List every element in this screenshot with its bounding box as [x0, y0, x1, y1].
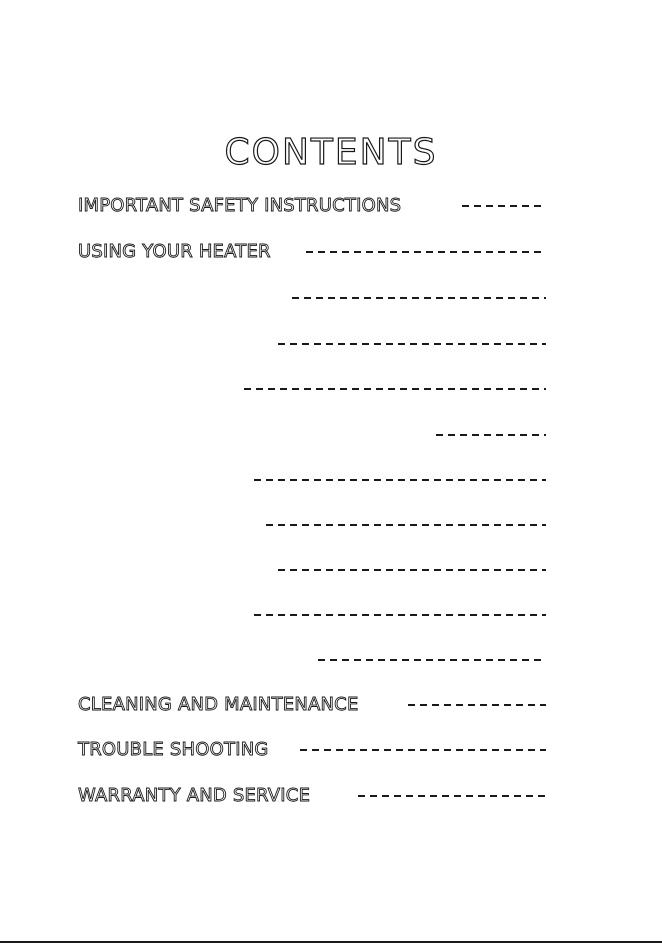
toc-entry-troubleshooting: [78, 738, 546, 762]
toc-entry-using-heater: [78, 240, 546, 264]
toc-entry-blank: [78, 377, 546, 401]
toc-entry-label: TROUBLE SHOOTING: [78, 739, 269, 760]
footer-rule: [0, 941, 662, 943]
toc-leader-dots: [408, 704, 546, 706]
toc-entry-blank: [78, 648, 546, 672]
toc-leader-dots: [278, 343, 546, 345]
toc-entry-cleaning: [78, 693, 546, 717]
toc-entry-label: CLEANING AND MAINTENANCE: [78, 694, 359, 715]
toc-entry-warranty: [78, 784, 546, 808]
toc-entry-blank: [78, 286, 546, 310]
toc-leader-dots: [436, 434, 546, 436]
toc-entry-blank: [78, 603, 546, 627]
toc-entry-label: IMPORTANT SAFETY INSTRUCTIONS: [78, 195, 402, 216]
toc-entry-blank: [78, 468, 546, 492]
toc-leader-dots: [278, 569, 546, 571]
toc-entry-blank: [78, 332, 546, 356]
toc-entry-label: WARRANTY AND SERVICE: [78, 785, 311, 806]
toc-leader-dots: [300, 749, 546, 751]
toc-leader-dots: [358, 795, 546, 797]
toc-entry-label: USING YOUR HEATER: [78, 241, 271, 262]
toc-leader-dots: [254, 479, 546, 481]
toc-leader-dots: [306, 251, 546, 253]
toc-entry-blank: [78, 558, 546, 582]
toc-entry-blank: [78, 513, 546, 537]
toc-leader-dots: [244, 388, 546, 390]
toc-entry-safety: [78, 194, 546, 218]
page-title: CONTENTS: [224, 132, 438, 173]
toc-leader-dots: [318, 659, 546, 661]
toc-leader-dots: [266, 524, 546, 526]
toc-leader-dots: [254, 614, 546, 616]
toc-leader-dots: [462, 205, 546, 207]
toc-leader-dots: [292, 297, 546, 299]
toc-entry-blank: [78, 423, 546, 447]
